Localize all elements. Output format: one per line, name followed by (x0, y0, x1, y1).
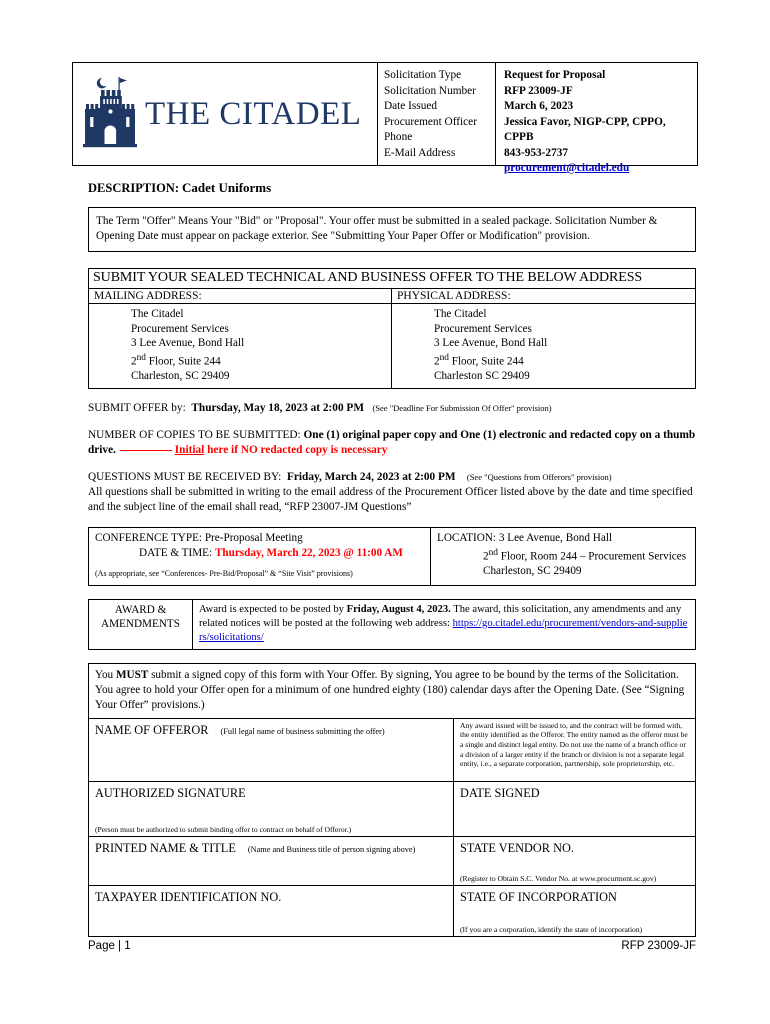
header-label-solicitation-number: Solicitation Number (384, 84, 476, 97)
form-row-name-of-offeror (89, 719, 695, 782)
questions-deadline: Friday, March 24, 2023 at 2:00 PM (286, 471, 456, 484)
award-text-before: Award is expected to be posted by (199, 603, 347, 615)
conference-type-label: CONFERENCE TYPE: (95, 532, 203, 545)
conference-datetime-label: DATE & TIME: (139, 546, 213, 559)
mailing-address-heading: MAILING ADDRESS: (89, 289, 391, 304)
conference-table (88, 527, 696, 586)
conference-location-line-2 (437, 546, 691, 564)
header-label-date-issued: Date Issued (384, 100, 438, 112)
physical-line-4-sup: nd (439, 352, 449, 363)
mailing-address-body (89, 304, 391, 388)
document-content (72, 62, 698, 937)
mailing-line-4-sup: nd (136, 352, 146, 363)
state-of-incorporation-label: STATE OF INCORPORATION (460, 889, 617, 904)
physical-line-1: The Citadel (434, 308, 487, 320)
form-row-taxpayer-id (89, 886, 695, 936)
state-vendor-no-label: STATE VENDOR NO. (460, 840, 574, 855)
mailing-line-2: Procurement Services (131, 322, 229, 335)
physical-address-body (392, 304, 695, 388)
mailing-line-4-rest: Floor, Suite 244 (145, 355, 221, 368)
header-field-values (496, 63, 697, 174)
name-of-offeror-field[interactable] (89, 719, 454, 781)
conference-location-cell (431, 528, 695, 585)
submit-offer-by-note: (See "Deadline For Submission Of Offer" provision) (372, 403, 552, 414)
conference-datetime-value: Thursday, March 22, 2023 @ 11:00 AM (214, 546, 403, 559)
authorized-signature-label: AUTHORIZED SIGNATURE (95, 785, 246, 800)
header-label-email-address: E-Mail Address (384, 146, 456, 159)
submit-offer-by-label: SUBMIT OFFER by: (88, 402, 186, 415)
printed-name-label: PRINTED NAME & TITLE (95, 840, 236, 855)
description-line (88, 180, 698, 196)
questions-note: (See "Questions from Offerors" provision) (466, 472, 612, 483)
initial-blank-line[interactable] (120, 450, 172, 451)
header-value-procurement-officer: Jessica Favor, NIGP-CPP, CPPO, CPPB (504, 115, 666, 143)
number-of-copies-block (88, 428, 698, 458)
conference-details-cell (89, 528, 431, 585)
header-value-solicitation-number: RFP 23009-JF (504, 84, 573, 97)
signature-intro-must: MUST (115, 668, 149, 681)
award-label-line-1: AWARD & (114, 603, 167, 616)
physical-line-4-rest: Floor, Suite 244 (448, 355, 524, 368)
conference-location-address: 3 Lee Avenue, Bond Hall (498, 532, 613, 545)
header-value-date-issued: March 6, 2023 (504, 100, 574, 112)
description-label: DESCRIPTION (88, 181, 175, 195)
page-footer (88, 940, 696, 952)
mailing-address-column (89, 289, 392, 388)
physical-line-4 (434, 351, 695, 369)
taxpayer-id-field[interactable] (89, 886, 454, 936)
taxpayer-id-label: TAXPAYER IDENTIFICATION NO. (95, 889, 282, 904)
header-value-solicitation-type: Request for Proposal (504, 69, 606, 81)
conference-location-floor-num: 2 (483, 550, 489, 563)
citadel-logo-cell (73, 63, 378, 165)
award-amendments-table (88, 599, 696, 650)
name-of-offeror-label: NAME OF OFFEROR (95, 722, 209, 737)
offer-term-notice-text: The Term "Offer" Means Your "Bid" or "Proposal". Your offer must be submitted in a sealed package. Solicitation Number & Opening Date must appear on package exterior. See "Submitting Your Paper Offer or Modification" provision. (96, 215, 658, 242)
header-value-phone: 843-953-2737 (504, 146, 569, 159)
conference-type-value: Pre-Proposal Meeting (204, 532, 303, 545)
state-of-incorporation-field[interactable] (454, 886, 695, 936)
form-row-printed-name (89, 837, 695, 886)
questions-block (88, 470, 698, 515)
conference-datetime-line (95, 546, 426, 561)
mailing-line-4-num: 2 (131, 355, 137, 368)
award-label-line-2: AMENDMENTS (101, 618, 180, 631)
submit-address-title: SUBMIT YOUR SEALED TECHNICAL AND BUSINESS OFFER TO THE BELOW ADDRESS (89, 269, 695, 289)
award-date: Friday, August 4, 2023. (346, 603, 451, 615)
physical-address-column (392, 289, 695, 388)
name-of-offeror-sub: (Full legal name of business submitting the offer) (220, 726, 385, 736)
header-label-procurement-officer: Procurement Officer (384, 115, 477, 128)
questions-label: QUESTIONS MUST BE RECEIVED BY: (88, 471, 282, 484)
footer-page-number: Page | 1 (88, 940, 131, 952)
printed-name-field[interactable] (89, 837, 454, 885)
signature-form-box (88, 663, 696, 937)
state-vendor-no-field[interactable] (454, 837, 695, 885)
initial-instruction: here if NO redacted copy is necessary (207, 444, 388, 457)
header-label-phone: Phone (384, 131, 413, 143)
initial-word: Initial (174, 444, 205, 457)
signature-intro-pre: You (95, 668, 116, 681)
conference-location-floor-rest: Floor, Room 244 – Procurement Services (497, 550, 687, 563)
mailing-line-5: Charleston, SC 29409 (131, 369, 230, 382)
description-separator: : (174, 181, 179, 195)
authorized-signature-field[interactable] (89, 782, 454, 836)
mailing-line-3: 3 Lee Avenue, Bond Hall (131, 337, 245, 349)
citadel-castle-logo-icon (81, 74, 139, 155)
citadel-wordmark: THE CITADEL (145, 95, 362, 132)
authorized-signature-note: (Person must be authorized to submit binding offer to contract on behalf of Offeror.) (95, 824, 352, 834)
physical-address-heading: PHYSICAL ADDRESS: (392, 289, 695, 304)
conference-note: (As appropriate, see “Conferences- Pre-Bid/Proposal” & “Site Visit” provisions) (95, 569, 353, 579)
award-amendments-text-cell (193, 600, 695, 649)
state-vendor-no-note: (Register to Obtain S.C. Vendor No. at www.procurment.sc.gov) (460, 873, 657, 883)
state-of-incorporation-note: (If you are a corporation, identify the state of incorporation) (460, 924, 643, 934)
procurement-email-link[interactable]: procurement@citadel.edu (504, 162, 630, 174)
number-of-copies-label: NUMBER OF COPIES TO BE SUBMITTED: (88, 429, 301, 442)
footer-solicitation-number: RFP 23009-JF (621, 940, 696, 952)
mailing-line-1: The Citadel (131, 308, 184, 320)
printed-name-sub: (Name and Business title of person signing above) (247, 844, 416, 854)
date-signed-field[interactable] (454, 782, 695, 836)
conference-location-label: LOCATION: (437, 532, 497, 545)
offeror-fine-print: Any award issued will be issued to, and the contract will be formed with, the entity identified as the Offeror. The entity named as the offeror must be a single and distinct legal entity. Do not use the name of a branch office or a division of a larger entity if the branch or division is not a separate legal entity, i.e., a separate corporation, partnership, sole proprietorship, etc. (460, 720, 688, 769)
questions-body: All questions shall be submitted in writing to the email address of the Procurement Officer listed above by the date and time specified and the subject line of the email shall read, “RFP 23007-JM Questions” (88, 486, 693, 514)
conference-type-line (95, 531, 426, 546)
date-signed-label: DATE SIGNED (460, 785, 540, 800)
submit-offer-by-block (88, 401, 698, 416)
signature-intro-text (89, 664, 695, 719)
award-solicitations-url[interactable]: https://go.citadel.edu/procurement/vendors-and-suppliers/solicitations/ (199, 617, 688, 643)
submit-address-table (88, 268, 696, 389)
award-text-after: The award, this solicitation, any amendments and any related notices will be posted at the following web address: (199, 603, 682, 629)
conference-location-line-1 (437, 531, 691, 546)
physical-line-5: Charleston SC 29409 (434, 369, 530, 382)
solicitation-header-box (72, 62, 698, 174)
header-field-labels (378, 63, 496, 165)
header-label-solicitation-type: Solicitation Type (384, 69, 462, 81)
award-amendments-label-cell (89, 600, 193, 649)
mailing-line-4 (131, 351, 391, 369)
form-row-authorized-signature (89, 782, 695, 837)
conference-location-line-3: Charleston, SC 29409 (483, 564, 582, 577)
submit-offer-by-deadline: Thursday, May 18, 2023 at 2:00 PM (191, 402, 364, 415)
offer-term-notice-box (88, 207, 696, 252)
signature-intro-post: submit a signed copy of this form with Your Offer. By signing, You agree to be bound by the terms of the Solicitation. You agree to hold your Offer open for a minimum of one hundred eighty (180) calendar days after the Opening Date. (See “Signing Your Offer” provisions.) (95, 668, 685, 711)
offeror-fine-print-cell (454, 719, 695, 781)
physical-line-3: 3 Lee Avenue, Bond Hall (434, 337, 548, 349)
description-value: Cadet Uniforms (182, 180, 272, 195)
conference-location-floor-sup: nd (488, 547, 498, 558)
number-of-copies-value: One (1) original paper copy and One (1) electronic and redacted copy on a thumb drive. (88, 429, 696, 457)
physical-line-4-num: 2 (434, 355, 440, 368)
physical-line-2: Procurement Services (434, 322, 532, 335)
